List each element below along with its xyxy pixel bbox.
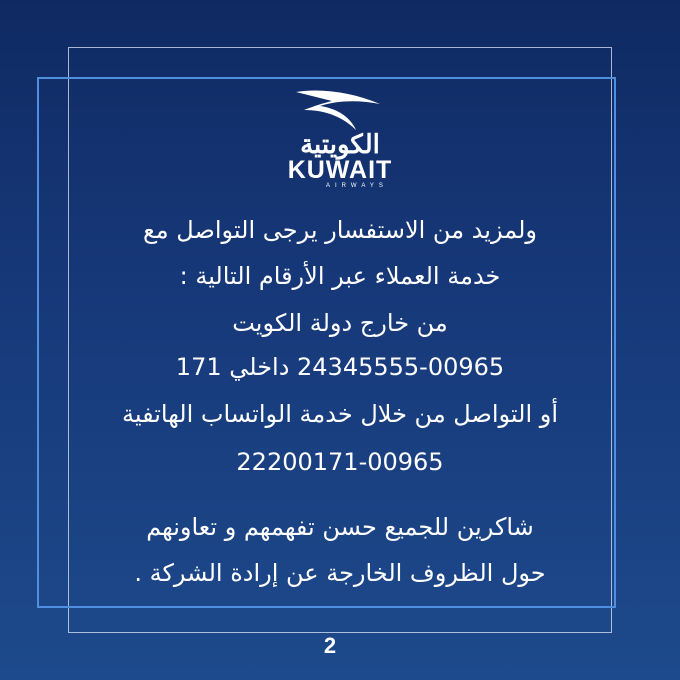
phone-number-line: 24345555-00965 داخلي 171 bbox=[175, 353, 505, 381]
closing-line-1: شاكرين للجميع حسن تفهمهم و تعاونهم bbox=[146, 513, 534, 541]
closing-line-2: حول الظروف الخارجة عن إرادة الشركة . bbox=[134, 559, 546, 587]
message-line-1: ولمزيد من الاستفسار يرجى التواصل مع bbox=[143, 216, 537, 244]
message-line-5: أو التواصل من خلال خدمة الواتساب الهاتفية bbox=[121, 400, 559, 428]
logo-subtitle: AIRWAYS bbox=[326, 183, 388, 189]
page-number: 2 bbox=[323, 633, 337, 658]
message-line-3: من خارج دولة الكويت bbox=[232, 309, 448, 337]
bird-icon bbox=[290, 86, 390, 134]
kuwait-airways-logo bbox=[280, 86, 400, 206]
logo-english-name: KUWAIT bbox=[287, 156, 393, 184]
whatsapp-number-line: 22200171-00965 bbox=[236, 448, 444, 476]
message-line-2: خدمة العملاء عبر الأرقام التالية : bbox=[179, 262, 501, 290]
logo-arabic-name: الكويتية bbox=[300, 130, 380, 160]
